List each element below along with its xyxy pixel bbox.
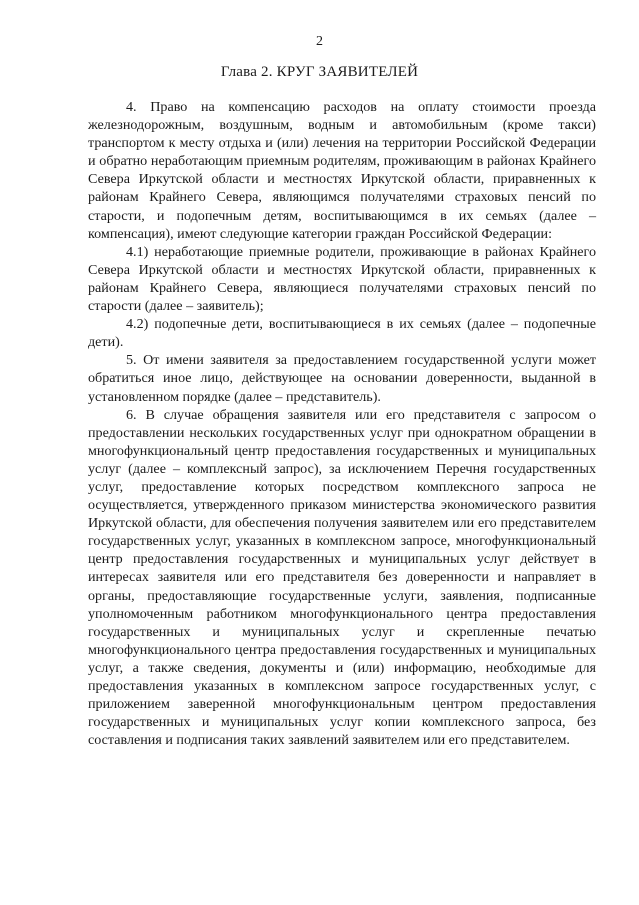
page-number: 2 (316, 34, 323, 49)
paragraph-4: 4. Право на компенсацию расходов на оплату стоимости проезда железнодорожным, воздушным, водным и автомобильным (кроме такси) транспортом к месту отдыха и (или) лечения на территории Российской Федерации и обратно неработающим приемным родителям, проживающим в районах Крайнего Севера Иркутской области и местностях Иркутской области, приравненных к районам Крайнего Севера, являющимся получателями страховых пенсий по старости, и подопечным детям, воспитывающимся в их семьях (далее – компенсация), имеют следующие категории граждан Российской Федерации: (88, 99, 596, 242)
document-body (88, 98, 596, 749)
paragraph-4-2: 4.2) подопечные дети, воспитывающиеся в их семьях (далее – подопечные дети). (88, 316, 596, 351)
paragraph-5: 5. От имени заявителя за предоставлением государственной услуги может обратиться иное лицо, действующее на основании доверенности, выданной в установленном порядке (далее – представитель). (88, 352, 596, 405)
paragraph-6: 6. В случае обращения заявителя или его представителя с запросом о предоставлении нескольких государственных услуг при однократном обращении в многофункциональный центр предоставления государственных и муниципальных услуг (далее – комплексный запрос), за исключением Перечня государственных услуг, предоставление которых посредством комплексного запроса не осуществляется, утвержденного приказом министерства экономического развития Иркутской области, для обеспечения получения заявителем или его представителем государственных услуг, указанных в комплексном запросе, многофункциональный центр предоставления государственных и муниципальных услуг действует в интересах заявителя или его представителя без доверенности и направляет в органы, предоставляющие государственные услуги, заявления, подписанные уполномоченным работником многофункционального центра предоставления государственных и муниципальных услуг и скрепленные печатью многофункционального центра предоставления государственных и муниципальных услуг, а также сведения, документы и (или) информацию, необходимые для предоставления указанных в комплексном запросе государственных услуг, с приложением заверенной многофункциональным центром предоставления государственных и муниципальных услуг копии комплексного запроса, без составления и подписания таких заявлений заявителем или его представителем. (88, 406, 596, 749)
chapter-title: Глава 2. КРУГ ЗАЯВИТЕЛЕЙ (220, 64, 419, 80)
paragraph-4-1: 4.1) неработающие приемные родители, проживающие в районах Крайнего Севера Иркутской области и местностях Иркутской области, приравненных к районам Крайнего Севера, являющиеся получателями страховых пенсий по старости (далее – заявитель); (88, 243, 596, 315)
